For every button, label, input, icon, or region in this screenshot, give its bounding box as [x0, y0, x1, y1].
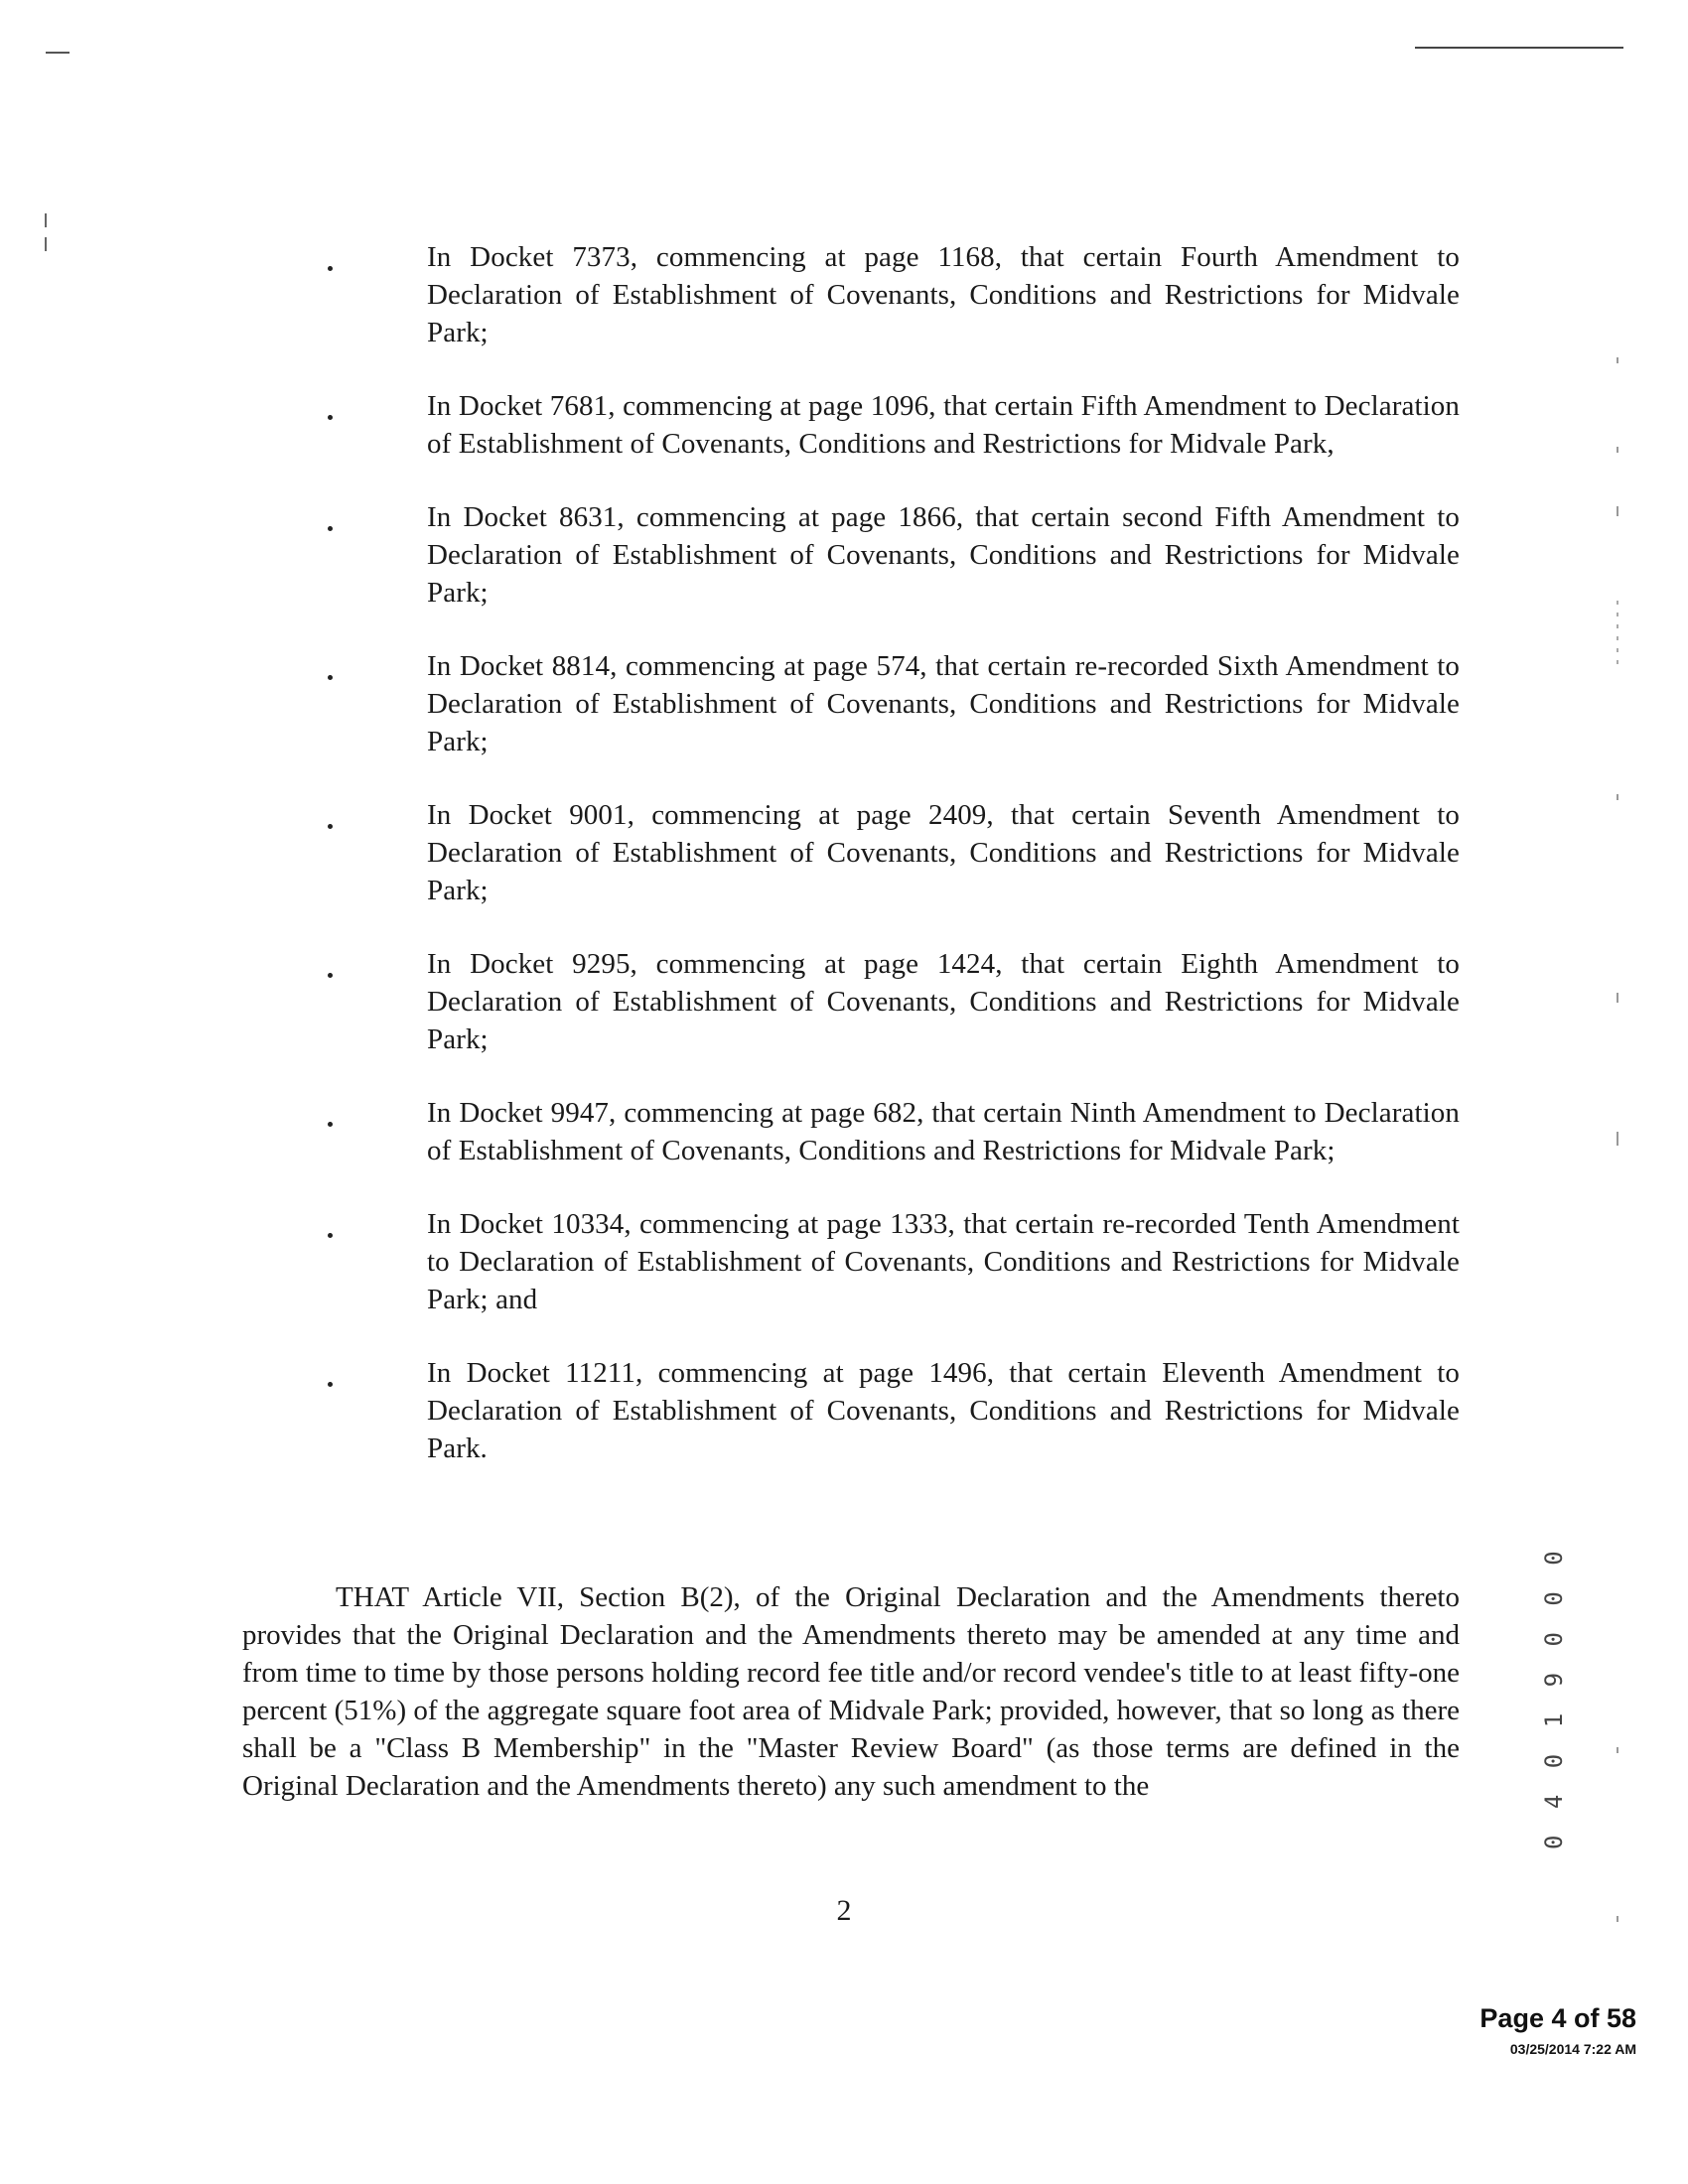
- docket-entry-text: In Docket 9295, commencing at page 1424, that certain Eighth Amendment to Declaration of Establishment of Covenants, Conditions and Restrictions for Midvale Park;: [427, 948, 1460, 1055]
- bullet-icon: [328, 266, 333, 271]
- docket-entry-list: [328, 238, 1460, 1503]
- bullet-icon: [328, 675, 333, 680]
- docket-entry: [328, 498, 1460, 612]
- docket-entry: [328, 238, 1460, 351]
- footer-timestamp: 03/25/2014 7:22 AM: [1509, 2041, 1636, 2057]
- docket-entry: [328, 1354, 1460, 1467]
- bullet-icon: [328, 1122, 333, 1127]
- docket-entry: [328, 647, 1460, 760]
- docket-entry-text: In Docket 8814, commencing at page 574, that certain re-recorded Sixth Amendment to Declaration of Establishment of Covenants, Conditions and Restrictions for Midvale Park;: [427, 650, 1460, 757]
- scan-mark-top-right: [1415, 47, 1623, 49]
- docket-entry: [328, 1205, 1460, 1318]
- scan-dots-right-edge: [1617, 338, 1618, 2124]
- docket-entry-text: In Docket 9947, commencing at page 682, that certain Ninth Amendment to Declaration of Establishment of Covenants, Conditions and Restrictions for Midvale Park;: [427, 1097, 1460, 1166]
- docket-entry-text: In Docket 7681, commencing at page 1096, that certain Fifth Amendment to Declaration of Establishment of Covenants, Conditions and Restrictions for Midvale Park,: [427, 390, 1460, 460]
- bullet-icon: [328, 1382, 333, 1387]
- bullet-icon: [328, 973, 333, 978]
- docket-entry: [328, 387, 1460, 463]
- article-paragraph: THAT Article VII, Section B(2), of the Original Declaration and the Amendments thereto provides that the Original Declaration and the Amendments thereto may be amended at any time and from time to time by those persons holding record fee title and/or record vendee's title to at least fifty-one percent (51%) of the aggregate square foot area of Midvale Park; provided, however, that so long as there shall be a "Class B Membership" in the "Master Review Board" (as those terms are defined in the Original Declaration and the Amendments thereto) any such amendment to the: [242, 1581, 1460, 1802]
- docket-entry-text: In Docket 8631, commencing at page 1866, that certain second Fifth Amendment to Declaration of Establishment of Covenants, Conditions and Restrictions for Midvale Park;: [427, 501, 1460, 609]
- docket-entry: [328, 1094, 1460, 1169]
- docket-entry: [328, 796, 1460, 909]
- page-number: 2: [836, 1894, 852, 1927]
- docket-entry-text: In Docket 7373, commencing at page 1168, that certain Fourth Amendment to Declaration of Establishment of Covenants, Conditions and Restrictions for Midvale Park;: [427, 241, 1460, 348]
- bullet-icon: [328, 415, 333, 420]
- bullet-icon: [328, 824, 333, 829]
- docket-entry-text: In Docket 9001, commencing at page 2409, that certain Seventh Amendment to Declaration of Establishment of Covenants, Conditions and Restrictions for Midvale Park;: [427, 799, 1460, 906]
- docket-entry-text: In Docket 10334, commencing at page 1333, that certain re-recorded Tenth Amendment to Declaration of Establishment of Covenants, Conditions and Restrictions for Midvale Park; and: [427, 1208, 1460, 1315]
- scan-mark-top-left: [46, 52, 70, 54]
- scan-mark-left-edge: [45, 213, 47, 261]
- bullet-icon: [328, 1233, 333, 1238]
- docket-entry-text: In Docket 11211, commencing at page 1496, that certain Eleventh Amendment to Declaration of Establishment of Covenants, Conditions and Restrictions for Midvale Park.: [427, 1357, 1460, 1464]
- bullet-icon: [328, 526, 333, 531]
- docket-entry: [328, 945, 1460, 1058]
- footer-page-label: Page 4 of 58: [1479, 2003, 1636, 2033]
- recording-stamp: 0 4 0 1 9 0 0 0: [1540, 1545, 1568, 1850]
